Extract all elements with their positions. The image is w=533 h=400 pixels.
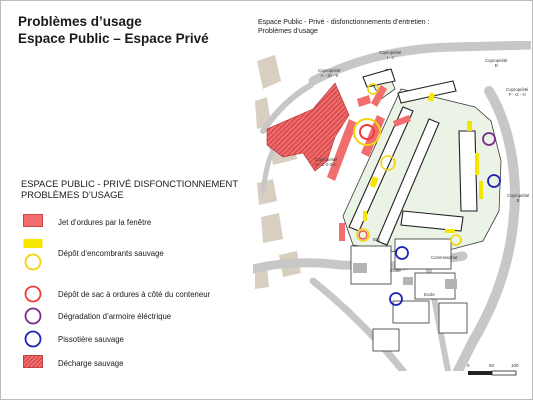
title-line-2: Espace Public – Espace Privé (18, 31, 209, 46)
map-heading-line-2: Problèmes d’usage (258, 27, 318, 35)
legend-label: Dépôt d’encombrants sauvage (58, 249, 164, 258)
map-heading-line-1: Espace Public - Privé - disfonctionnements d’entretien : (258, 19, 430, 26)
map-label-copro-a-10-9: Copropriété A - 10 - 9 (318, 68, 341, 79)
yellow-rectangle-and-ring-icon (23, 239, 43, 271)
red-ring-icon (23, 285, 43, 303)
legend-heading (21, 178, 238, 200)
legend-label: Dépôt de sac à ordures à côté du conteneur (58, 290, 211, 299)
red-rectangle-icon (23, 214, 43, 228)
site-map (253, 41, 531, 371)
map-label-commissariat: Commissariat (431, 255, 458, 260)
map-label-copro-d: Copropriété D (485, 58, 508, 69)
scale-bar-graphic (467, 370, 523, 380)
legend-item-illegal-dump (23, 355, 253, 377)
map-label-ecole-2: Ecole (424, 292, 435, 297)
scale-tick: 100 (511, 363, 519, 368)
legend-item-bag-beside-container (23, 285, 253, 307)
legend-item-bulky-waste (23, 239, 253, 273)
hatched-red-rectangle-icon (23, 355, 43, 369)
map-label-copro-fgh: Copropriété F - G - H (506, 87, 529, 98)
legend-item-window-litter (23, 214, 253, 236)
legend-label: Pissotière sauvage (58, 335, 124, 344)
legend-label: Décharge sauvage (58, 359, 124, 368)
legend-item-electrical-cabinet (23, 307, 253, 329)
legend-heading-line-2: PROBLÈMES D’USAGE (21, 189, 124, 200)
blue-ring-icon (23, 330, 43, 348)
slide-title (18, 13, 209, 47)
map-label-ecole-1: Ecole (390, 268, 401, 273)
map-label-copro-e: Copropriété E (507, 193, 530, 204)
map-label-big: BIG (373, 237, 381, 242)
legend-heading-line-1: ESPACE PUBLIC - PRIVÉ DISFONCTIONNEMENT (21, 178, 239, 189)
legend-label: Dégradation d’armoire éléctrique (58, 312, 172, 321)
scale-tick: 50 (489, 363, 495, 368)
map-heading (258, 19, 430, 36)
map-label-copro-ij: Copropriété I - J (379, 50, 402, 61)
scale-bar (467, 363, 523, 383)
purple-ring-icon (23, 307, 43, 325)
title-line-1: Problèmes d’usage (18, 14, 142, 29)
scale-tick: 0 (467, 363, 470, 368)
site-map-drawing (253, 41, 531, 371)
legend-item-urination (23, 330, 253, 352)
map-label-copro-a-1234: Copropriété A - 1-2-3-4- (315, 157, 338, 168)
legend-label: Jet d’ordures par la fenêtre (58, 218, 152, 227)
